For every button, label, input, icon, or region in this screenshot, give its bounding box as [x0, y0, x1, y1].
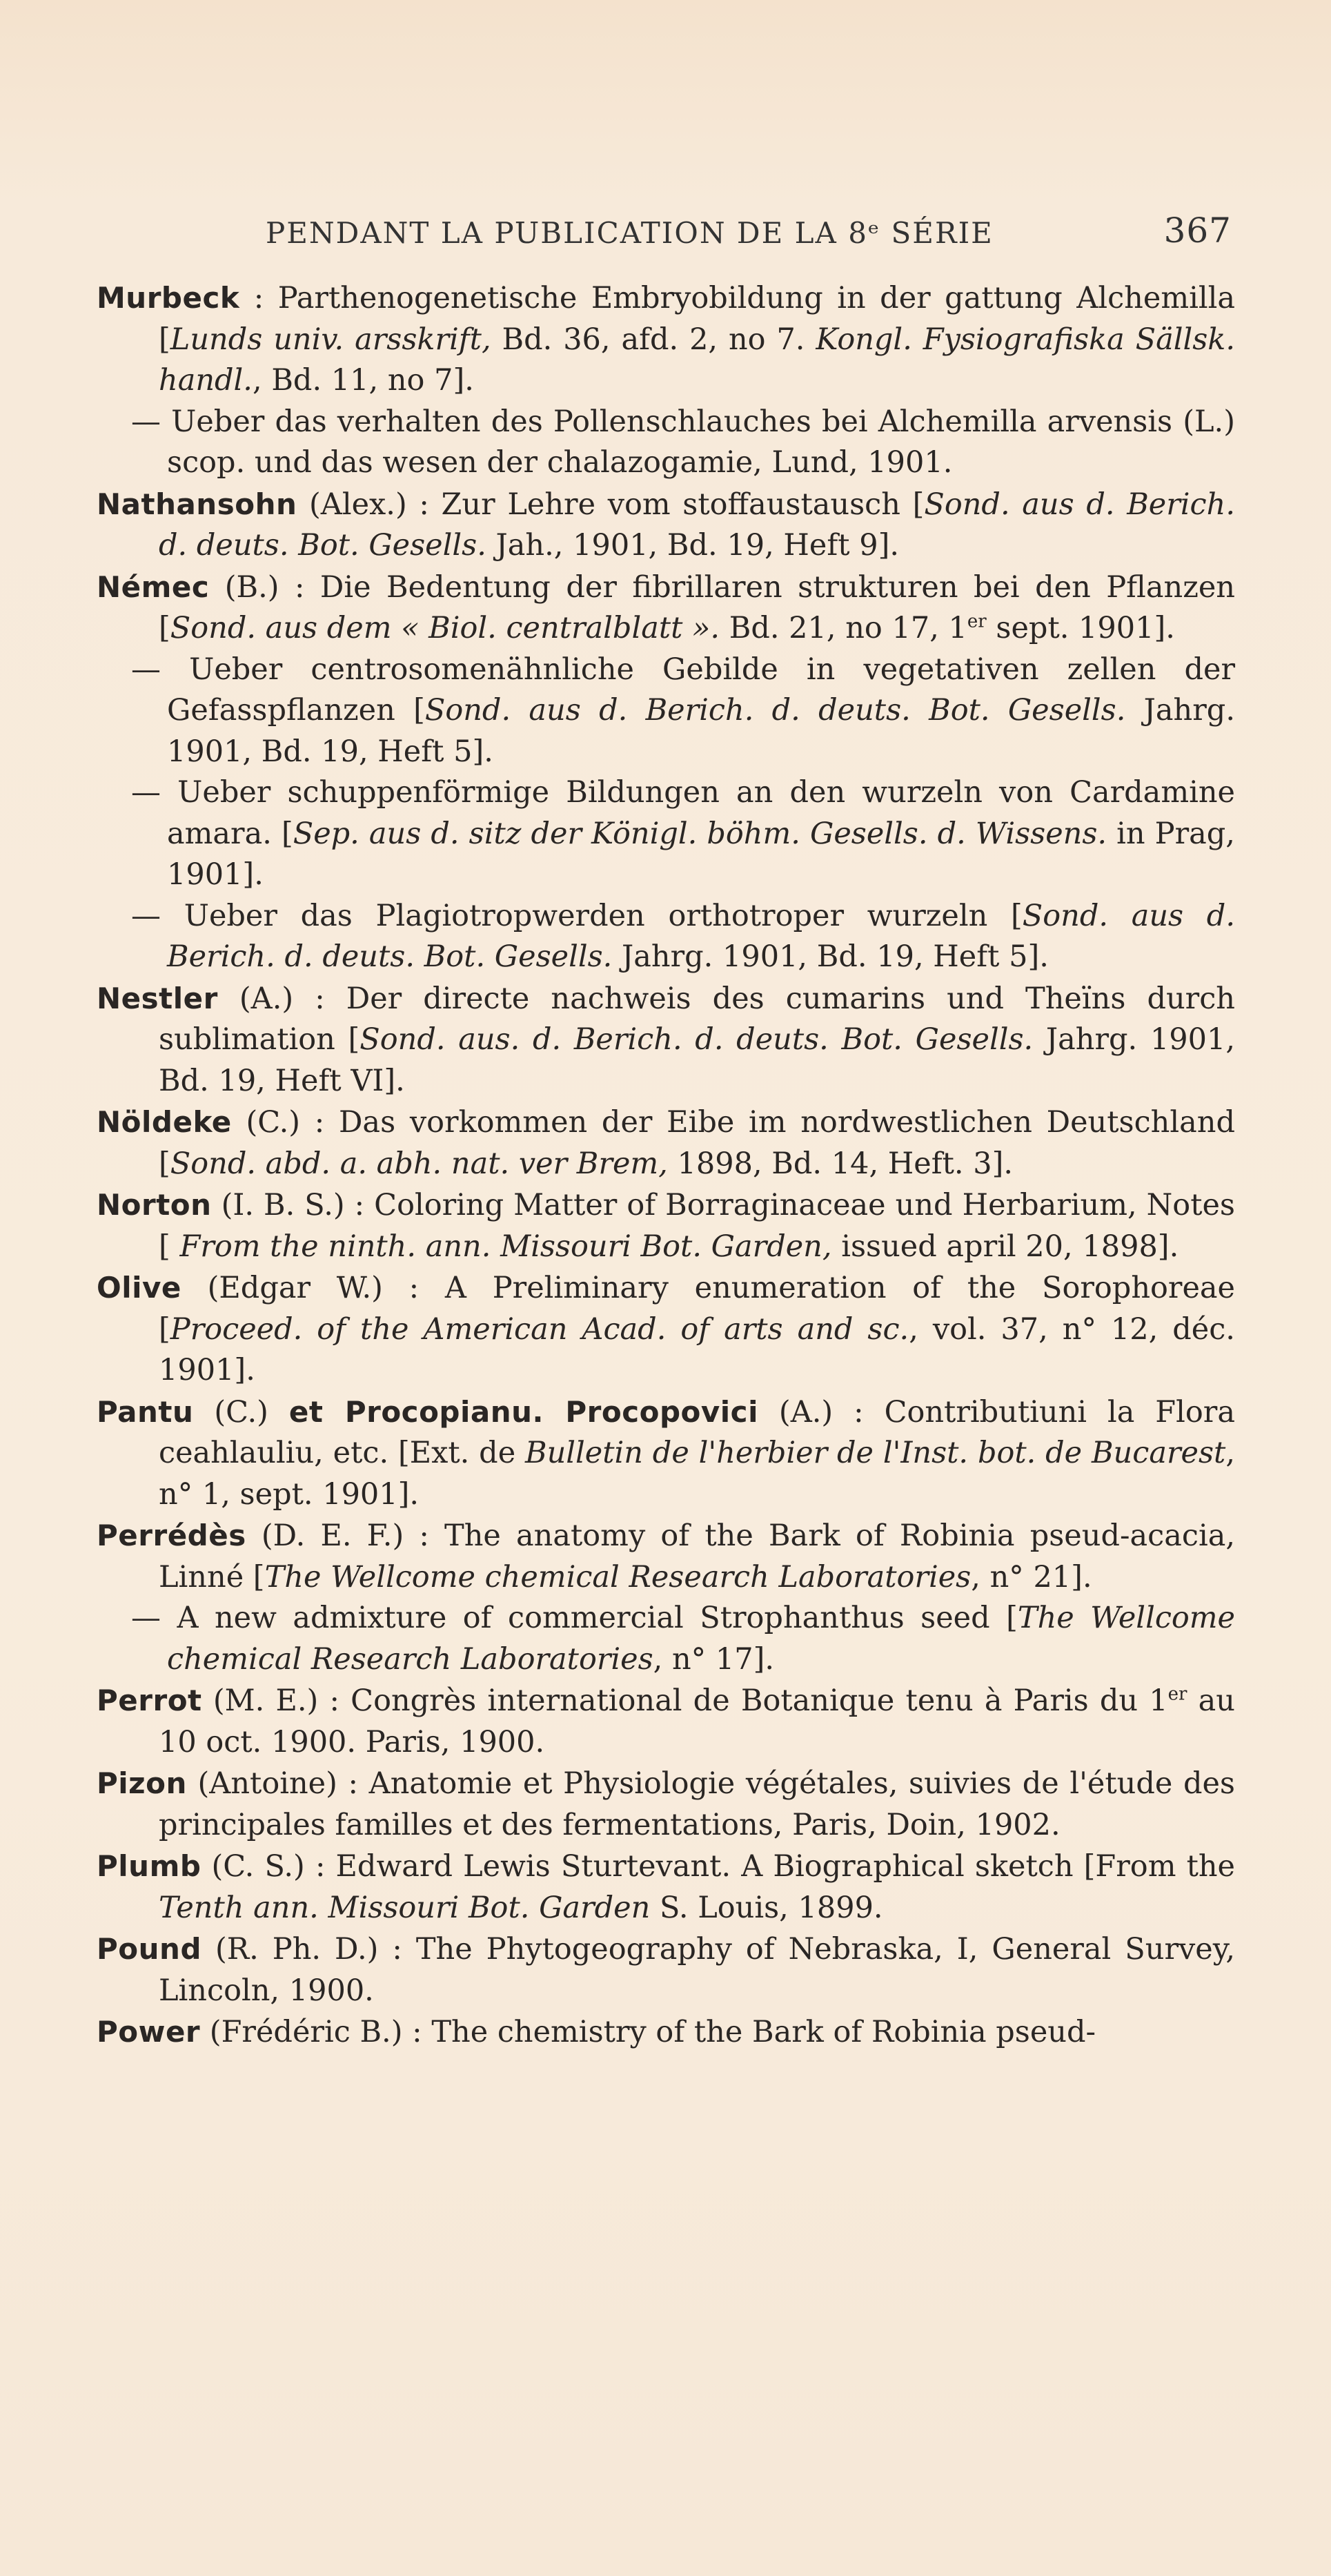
entry-text: Ueber schuppenförmige Bildungen an den wurzeln von Cardamine amara. [ [167, 775, 1235, 851]
entry-title: Sond. aus d. Berich. d. deuts. Bot. Gesells. [167, 898, 1235, 974]
entry-text: , Bd. 11, no 7]. [252, 363, 474, 398]
entry-title: Sond. aus d. Berich. d. deuts. Bot. Gesells. [424, 693, 1126, 728]
author-name: Olive [97, 1271, 181, 1305]
entry-text: sept. 1901]. [986, 611, 1175, 645]
author-name: Plumb [97, 1849, 201, 1883]
running-header [266, 211, 1232, 252]
entry-text: Jahrg. 1901, Bd. 19, Heft 5]. [612, 939, 1049, 974]
bibliography-entry [97, 1763, 1235, 1846]
entry-title: From the ninth. ann. Missouri Bot. Garden, [179, 1229, 832, 1264]
author-name: Power [97, 2015, 201, 2049]
entry-text: (Edgar W.) : A Preliminary enumeration of the Sorophoreae [ [159, 1271, 1235, 1347]
entry-text: : Parthenogenetische Embryobildung in der gattung Alchemilla [ [159, 281, 1235, 357]
entry-title: Sep. aus d. sitz der Königl. böhm. Gesells. d. Wissens. [293, 816, 1107, 851]
entry-title: Sond. abd. a. abh. nat. ver Brem, [170, 1146, 668, 1181]
entry-text: Bd. 21, no 17, 1 [720, 611, 967, 645]
bibliography-entry [97, 1392, 1235, 1516]
entry-text: (D. E. F.) : The anatomy of the Bark of Robinia pseud-acacia, Linné [ [159, 1519, 1235, 1594]
entry-dash: — [131, 898, 184, 933]
author-name: Perrot [97, 1684, 202, 1717]
bibliography-entry [97, 484, 1235, 567]
entry-text: S. Louis, 1899. [650, 1890, 883, 1925]
entry-title: Proceed. of the American Acad. of arts and sc. [170, 1311, 909, 1347]
entry-title: Lunds univ. arsskrift, [170, 322, 491, 357]
bibliography-entry [105, 402, 1235, 484]
entry-text: (Antoine) : Anatomie et Physiologie végétales, suivies de l'étude des principales familles et des fermentations, Paris, Doin, 1902. [159, 1766, 1235, 1842]
entry-text: , n° 17]. [653, 1641, 775, 1677]
entry-text: (Frédéric B.) : The chemistry of the Bark of Robinia pseud- [200, 2015, 1096, 2049]
entry-dash: — [131, 404, 172, 439]
entry-dash: — [131, 652, 190, 687]
running-title: PENDANT LA PUBLICATION DE LA 8ᵉ SÉRIE [266, 216, 994, 250]
entry-title: Tenth ann. Missouri Bot. Garden [159, 1890, 651, 1925]
entry-text: (C.) : Das vorkommen der Eibe im nordwestlichen Deutschland [ [159, 1105, 1235, 1181]
entry-title: Sond. aus. d. Berich. d. deuts. Bot. Gesells. [359, 1022, 1034, 1057]
bibliography-entry [97, 1929, 1235, 2011]
author-name: Nathansohn [97, 487, 297, 521]
entry-text: Jah., 1901, Bd. 19, Heft 9]. [486, 528, 900, 563]
bibliography-entry [97, 1184, 1235, 1267]
bibliography-entry [97, 277, 1235, 402]
superscript: er [1167, 1684, 1187, 1705]
bibliography-entry [105, 1598, 1235, 1680]
bibliography-entry [97, 1846, 1235, 1929]
author-name: Pantu [97, 1394, 194, 1429]
entry-text: au 10 oct. 1900. Paris, 1900. [159, 1684, 1236, 1759]
superscript: er [967, 611, 987, 632]
entry-text: issued april 20, 1898]. [831, 1229, 1179, 1264]
entry-title: Sond. aus d. Berich. d. deuts. Bot. Gesells. [159, 487, 1235, 563]
entry-title: Bulletin de l'herbier de l'Inst. bot. de Bucarest [525, 1436, 1226, 1470]
entry-title: Kongl. Fysiografiska Sällsk. handl. [159, 322, 1235, 398]
author-name: Nestler [97, 981, 218, 1015]
entry-text: Jahrg. 1901, Bd. 19, Heft VI]. [159, 1022, 1235, 1098]
entry-text: , n° 1, sept. 1901]. [159, 1436, 1235, 1512]
entry-text: Jahrg. 1901, Bd. 19, Heft 5]. [167, 693, 1235, 769]
entry-dash: — [131, 775, 178, 810]
entry-text: (C. S.) : Edward Lewis Sturtevant. A Biographical sketch [From the [201, 1849, 1235, 1884]
entry-text: in Prag, 1901]. [167, 816, 1235, 892]
bibliography-entry [97, 978, 1235, 1102]
entry-text: Ueber das Plagiotropwerden orthotroper wurzeln [ [184, 898, 1023, 933]
entry-text: (R. Ph. D.) : The Phytogeography of Nebraska, I, General Survey, Lincoln, 1900. [159, 1932, 1235, 2008]
bibliography-entry [97, 2011, 1235, 2053]
entry-text: (B.) : Die Bedentung der fibrillaren strukturen bei den Pflanzen [ [159, 569, 1235, 645]
entry-text: (A.) : Contributiuni la Flora ceahlauliu, etc. [Ext. de [159, 1394, 1235, 1470]
entry-text: (C.) [193, 1394, 289, 1430]
author-name: Némec [97, 569, 210, 604]
entry-text: A new admixture of commercial Strophanthus seed [ [177, 1601, 1018, 1635]
bibliography-entry [97, 1680, 1235, 1763]
page-number: 367 [1163, 211, 1232, 251]
entry-dash: — [131, 1601, 177, 1635]
entry-text: (Alex.) : Zur Lehre vom stoffaustausch [ [297, 487, 925, 522]
entry-title: Sond. aus dem « Biol. centralblatt ». [170, 611, 720, 645]
entry-text: 1898, Bd. 14, Heft. 3]. [667, 1146, 1014, 1181]
author-name: Murbeck [97, 281, 240, 315]
author-name: et Procopianu. Procopovici [288, 1394, 758, 1429]
entry-text: (I. B. S.) : Coloring Matter of Borraginaceae und Herbarium, Notes [ [159, 1188, 1235, 1264]
bibliography-entry [97, 1267, 1235, 1392]
bibliography-list [97, 277, 1235, 2053]
entry-title: The Wellcome chemical Research Laboratories [264, 1559, 972, 1594]
entry-text: Bd. 36, afd. 2, no 7. [491, 322, 816, 357]
entry-text: , n° 21]. [971, 1559, 1092, 1594]
author-name: Norton [97, 1188, 212, 1222]
author-name: Nöldeke [97, 1105, 232, 1139]
entry-text: Ueber das verhalten des Pollenschlauches bei Alchemilla arvensis (L.) scop. und das wesen der chalazogamie, Lund, 1901. [167, 404, 1236, 480]
bibliography-entry [105, 650, 1235, 773]
bibliography-entry [97, 1102, 1235, 1184]
entry-text: , vol. 37, n° 12, déc. 1901]. [159, 1311, 1235, 1387]
bibliography-entry [97, 1515, 1235, 1598]
author-name: Perrédès [97, 1519, 246, 1552]
entry-title: The Wellcome chemical Research Laboratories [167, 1601, 1236, 1677]
bibliography-entry [97, 567, 1235, 650]
entry-text: (A.) : Der directe nachweis des cumarins und Theïns durch sublimation [ [159, 981, 1235, 1057]
entry-text: (M. E.) : Congrès international de Botanique tenu à Paris du 1 [201, 1684, 1168, 1718]
author-name: Pound [97, 1932, 202, 1966]
author-name: Pizon [97, 1766, 187, 1800]
bibliography-entry [105, 772, 1235, 896]
bibliography-entry [105, 896, 1235, 978]
entry-text: Ueber centrosomenähnliche Gebilde in vegetativen zellen der Gefasspflanzen [ [167, 652, 1235, 728]
